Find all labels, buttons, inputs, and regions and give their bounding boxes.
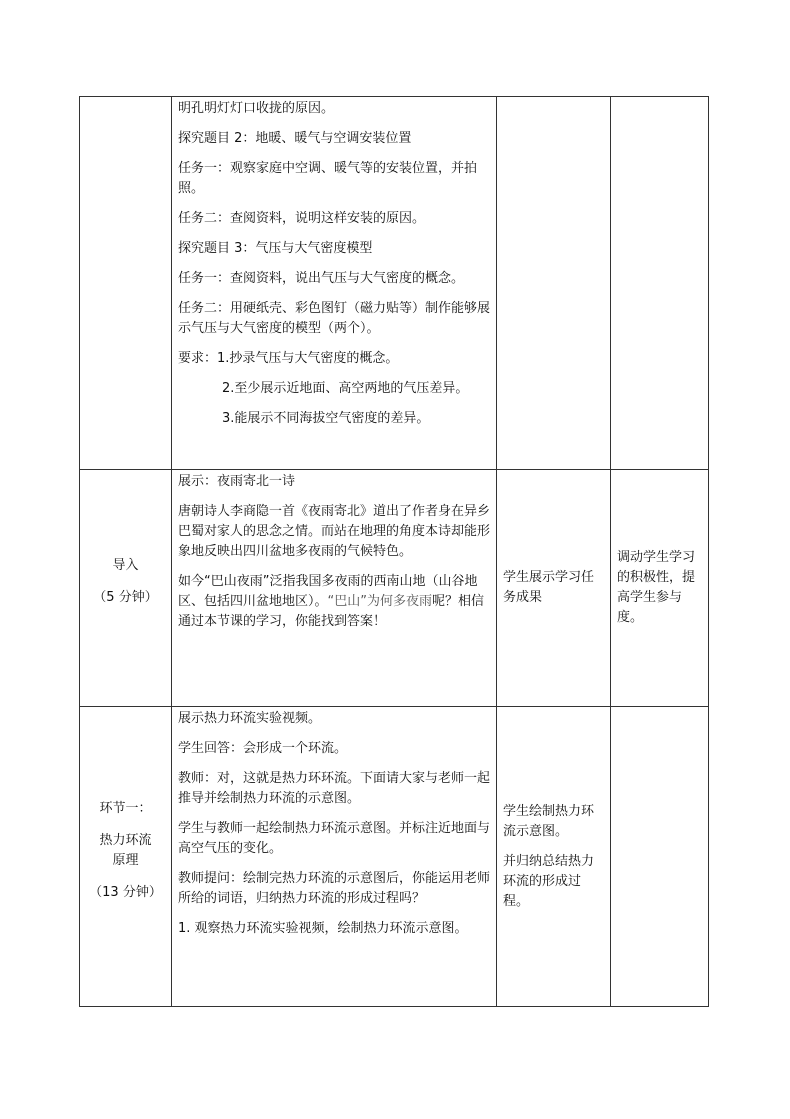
student-activity-cell (497, 470, 611, 707)
content-line: 明孔明灯灯口收拢的原因。 (178, 101, 335, 116)
content-text-dim: “巴山”为何多夜雨 (327, 594, 432, 609)
design-intent-cell (611, 97, 709, 470)
content-line: 教师提问：绘制完热力环流的示意图后，你能运用老师所给的词语，归纳热力环流的形成过程吗？ (178, 871, 491, 906)
stage-one-row (80, 707, 709, 1007)
content-line: 任务一：查阅资料，说出气压与大气密度的概念。 (178, 271, 465, 286)
stage-title: 导入 (112, 558, 139, 573)
stage-cell (80, 470, 172, 707)
stage-cell (80, 707, 172, 1007)
content-line: 学生与教师一起绘制热力环流示意图。并标注近地面与高空气压的变化。 (178, 821, 491, 856)
stage-duration: （5 分钟） (93, 590, 158, 605)
content-line: 展示：夜雨寄北一诗 (178, 474, 296, 489)
stage-cell (80, 97, 172, 470)
content-line: 要求：1.抄录气压与大气密度的概念。 (178, 351, 399, 366)
stage-title: 热力环流原理 (99, 832, 152, 868)
content-line: 展示热力环流实验视频。 (178, 711, 322, 726)
content-text: 如今“巴山夜雨”泛指我国多夜雨的西南山地（山谷地区、包括四川盆地地区）。 (178, 574, 478, 609)
student-activity-cell (497, 97, 611, 470)
content-cell (172, 470, 497, 707)
design-intent-cell (611, 470, 709, 707)
content-line: 任务一：观察家庭中空调、暖气等的安装位置，并拍照。 (178, 161, 478, 196)
student-activity: 并归纳总结热力环流的形成过程。 (503, 853, 595, 909)
design-intent: 调动学生学习的积极性，提高学生参与度。 (617, 550, 696, 625)
content-line: 唐朝诗人李商隐一首《夜雨寄北》道出了作者身在异乡巴蜀对家人的思念之情。而站在地理的角度本诗却能形象地反映出四川盆地多夜雨的气候特色。 (178, 504, 491, 559)
student-activity: 学生绘制热力环流示意图。 (503, 803, 595, 839)
content-cell (172, 97, 497, 470)
stage-label: 环节一： (99, 800, 152, 816)
preview-task-row (80, 97, 709, 470)
lesson-plan-table (79, 96, 709, 1007)
student-activity: 学生展示学习任务成果 (503, 570, 595, 605)
content-line: 任务二：用硬纸壳、彩色图钉（磁力贴等）制作能够展示气压与大气密度的模型（两个）。 (178, 301, 491, 336)
student-activity-cell (497, 707, 611, 1007)
content-line: 任务二：查阅资料，说明这样安装的原因。 (178, 211, 426, 226)
content-line: 1. 观察热力环流实验视频，绘制热力环流示意图。 (178, 921, 468, 936)
content-line: 探究题目 3：气压与大气密度模型 (178, 241, 373, 256)
content-line: 探究题目 2：地暖、暖气与空调安装位置 (178, 131, 412, 146)
content-text: 呢？相信通过本节课的学习，你能找到答案！ (178, 594, 485, 629)
design-intent-cell (611, 707, 709, 1007)
content-line: 2.至少展示近地面、高空两地的气压差异。 (222, 381, 469, 396)
intro-row (80, 470, 709, 707)
content-cell (172, 707, 497, 1007)
content-line (178, 572, 490, 632)
content-line: 学生回答：会形成一个环流。 (178, 741, 348, 756)
stage-duration: （13 分钟） (89, 884, 162, 900)
content-line: 3.能展示不同海拔空气密度的差异。 (222, 411, 430, 426)
content-line: 教师：对，这就是热力环环流。下面请大家与老师一起推导并绘制热力环流的示意图。 (178, 771, 491, 806)
